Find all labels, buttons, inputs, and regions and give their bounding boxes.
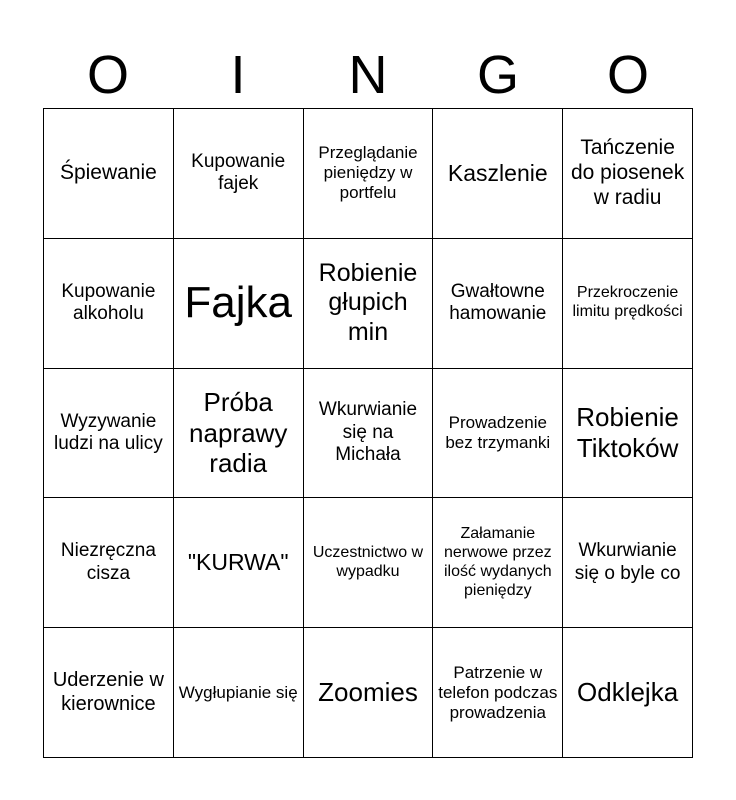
bingo-cell[interactable]: Wygłupianie się <box>174 628 304 758</box>
bingo-board <box>43 108 693 758</box>
bingo-cell[interactable]: Śpiewanie <box>44 109 174 239</box>
bingo-cell[interactable]: Prowadzenie bez trzymanki <box>433 369 563 499</box>
bingo-cell[interactable]: Załamanie nerwowe przez ilość wydanych pieniędzy <box>433 498 563 628</box>
bingo-cell[interactable]: Robienie Tiktoków <box>563 369 693 499</box>
bingo-cell[interactable]: Próba naprawy radia <box>174 369 304 499</box>
bingo-cell[interactable]: Fajka <box>174 239 304 369</box>
bingo-cell[interactable]: Przeglądanie pieniędzy w portfelu <box>304 109 434 239</box>
bingo-cell[interactable]: Przekroczenie limitu prędkości <box>563 239 693 369</box>
bingo-cell[interactable]: Uderzenie w kierownice <box>44 628 174 758</box>
bingo-cell[interactable]: Niezręczna cisza <box>44 498 174 628</box>
bingo-cell[interactable]: Zoomies <box>304 628 434 758</box>
bingo-cell[interactable]: Uczestnictwo w wypadku <box>304 498 434 628</box>
bingo-cell[interactable]: Kupowanie alkoholu <box>44 239 174 369</box>
header-letter-2: I <box>230 45 246 105</box>
bingo-cell[interactable]: Wkurwianie się na Michała <box>304 369 434 499</box>
bingo-cell[interactable]: Robienie głupich min <box>304 239 434 369</box>
bingo-cell[interactable]: Wkurwianie się o byle co <box>563 498 693 628</box>
bingo-cell[interactable]: Kupowanie fajek <box>174 109 304 239</box>
bingo-cell[interactable]: Kaszlenie <box>433 109 563 239</box>
header-letter-5: O <box>606 45 649 105</box>
bingo-header <box>43 40 693 110</box>
bingo-cell[interactable]: Gwałtowne hamowanie <box>433 239 563 369</box>
bingo-cell[interactable]: Tańczenie do piosenek w radiu <box>563 109 693 239</box>
bingo-cell[interactable]: Wyzywanie ludzi na ulicy <box>44 369 174 499</box>
header-letter-4: G <box>476 45 519 105</box>
bingo-cell[interactable]: "KURWA" <box>174 498 304 628</box>
header-letter-1: O <box>86 45 129 105</box>
bingo-cell[interactable]: Odklejka <box>563 628 693 758</box>
bingo-cell[interactable]: Patrzenie w telefon podczas prowadzenia <box>433 628 563 758</box>
header-letter-3: N <box>348 45 388 105</box>
